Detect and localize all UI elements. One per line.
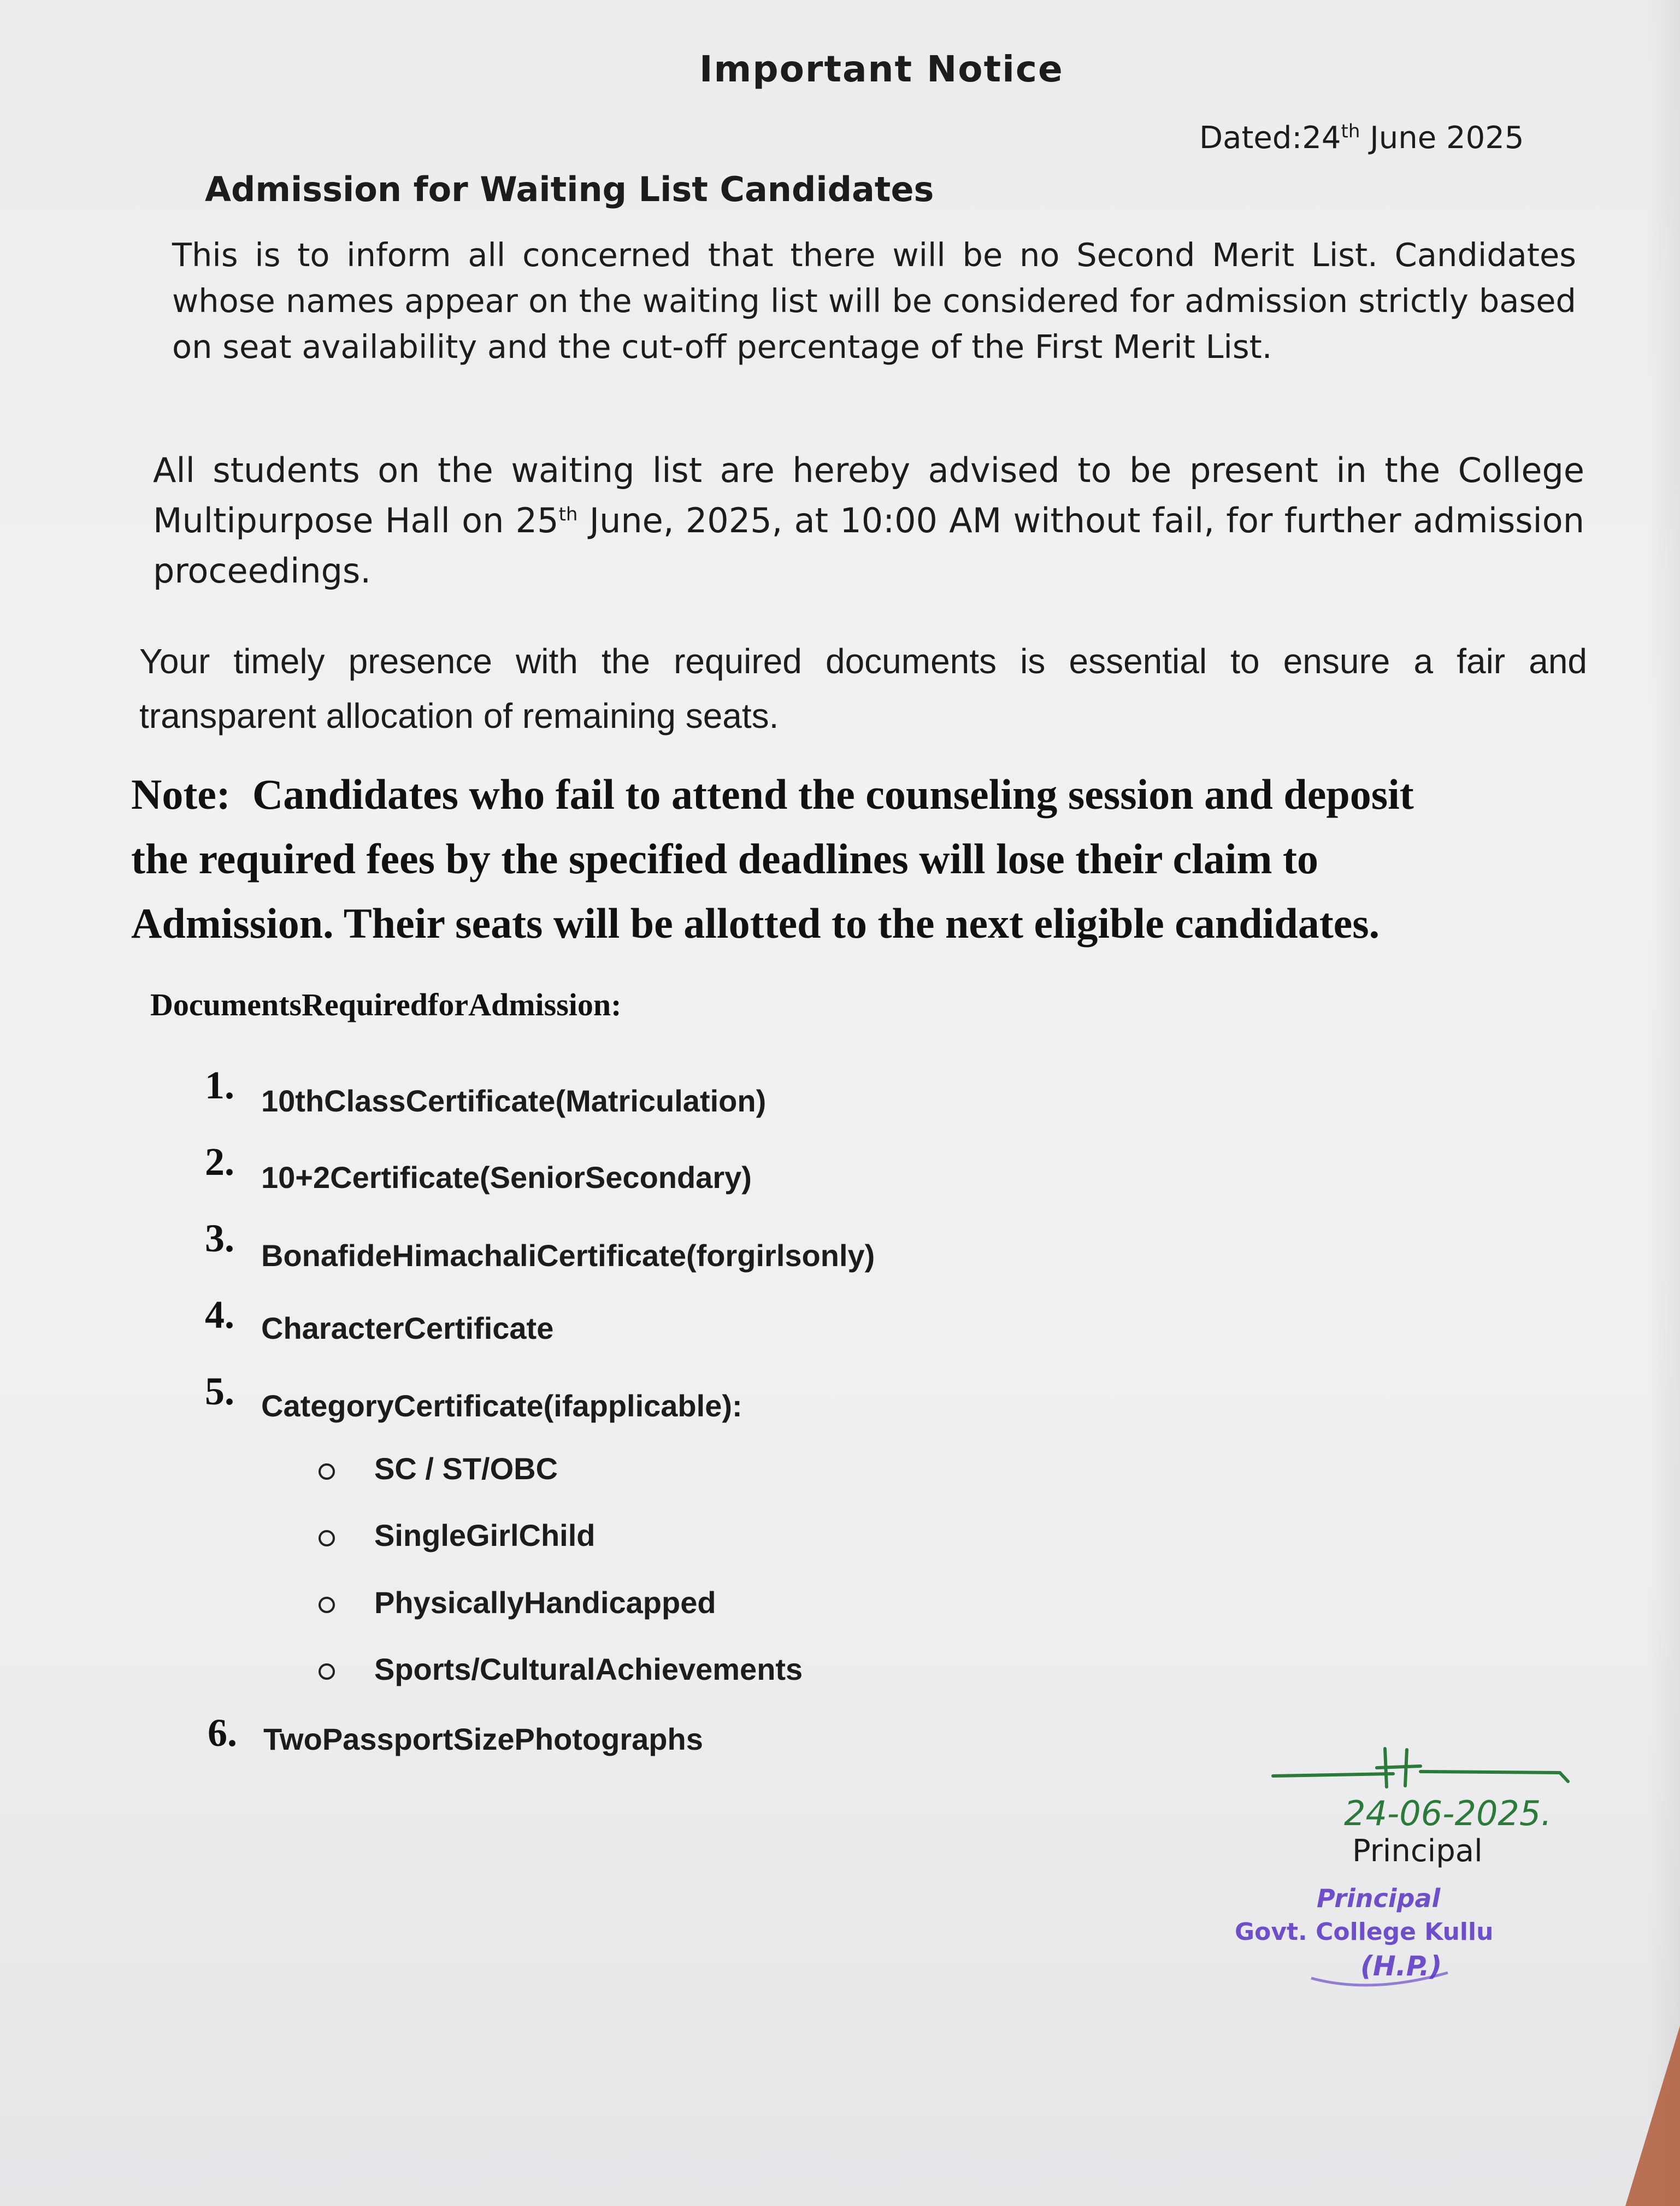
svg-text:Principal: Principal xyxy=(1317,1884,1441,1913)
category-item: PhysicallyHandicapped xyxy=(374,1585,716,1620)
documents-heading: DocumentsRequiredforAdmission: xyxy=(150,987,622,1022)
list-number: 2. xyxy=(205,1140,234,1184)
list-number: 5. xyxy=(205,1369,234,1413)
list-number: 6. xyxy=(208,1711,237,1755)
note-block xyxy=(131,762,1552,956)
note-line-1: Note: Candidates who fail to attend the counseling session and deposit xyxy=(131,770,1414,818)
bullet-icon xyxy=(319,1530,335,1546)
category-item: Sports/CulturalAchievements xyxy=(374,1652,803,1686)
list-item: CategoryCertificate(ifapplicable): xyxy=(261,1389,742,1423)
svg-text:Govt. College Kullu: Govt. College Kullu xyxy=(1235,1918,1494,1946)
list-number: 4. xyxy=(205,1293,234,1337)
page-edge-shadow xyxy=(1647,0,1680,2206)
desk-corner xyxy=(1614,2026,1680,2206)
attendance-text-start: All students on the waiting list are hereby advised to be present in the College Multipurpose Hall on 25 xyxy=(153,450,1584,540)
date-ordinal: th xyxy=(1341,120,1360,143)
bullet-icon xyxy=(319,1663,335,1680)
list-item: TwoPassportSizePhotographs xyxy=(263,1722,703,1756)
date-prefix: Dated:24 xyxy=(1199,120,1341,156)
paragraph-documents-reminder: Your timely presence with the required documents is essential to ensure a fair and transparent allocation of remaining seats. xyxy=(139,642,1587,736)
list-number: 1. xyxy=(205,1063,234,1107)
date-suffix: June 2025 xyxy=(1360,120,1524,156)
signature-mark xyxy=(1262,1738,1644,1847)
signature-date: 24-06-2025. xyxy=(1344,1793,1552,1833)
notice-heading: Admission for Waiting List Candidates xyxy=(205,169,934,209)
paragraph-merit-list: This is to inform all concerned that there will be no Second Merit List. Candidates whose names appear on the waiting list will be considered for admission strictly based on seat availability and the cut-off percentage of the First Merit List. xyxy=(172,236,1576,366)
signatory-title: Principal xyxy=(1352,1833,1483,1869)
note-label: Note: xyxy=(131,770,231,818)
bullet-icon xyxy=(319,1463,335,1480)
notice-title: Important Notice xyxy=(699,48,1064,90)
attendance-text-end: June, 2025, at 10:00 AM without fail, for further admission proceedings. xyxy=(153,501,1585,591)
list-item: 10+2Certificate(SeniorSecondary) xyxy=(261,1160,752,1195)
list-item: CharacterCertificate xyxy=(261,1311,554,1345)
bullet-icon xyxy=(319,1597,335,1613)
note-line-2: the required fees by the specified deadlines will lose their claim to xyxy=(131,835,1318,883)
attendance-ordinal: th xyxy=(558,503,578,526)
official-stamp xyxy=(1229,1869,1568,2011)
notice-date xyxy=(1199,120,1524,156)
category-item: SC / ST/OBC xyxy=(374,1451,558,1486)
note-line-3: Admission. Their seats will be allotted to the next eligible candidates. xyxy=(131,899,1380,947)
list-item: 10thClassCertificate(Matriculation) xyxy=(261,1084,767,1118)
list-item: BonafideHimachaliCertificate(forgirlsonly) xyxy=(261,1238,875,1273)
svg-text:(H.P.): (H.P.) xyxy=(1360,1950,1442,1982)
category-item: SingleGirlChild xyxy=(374,1518,596,1552)
paragraph-attendance xyxy=(153,445,1584,596)
list-number: 3. xyxy=(205,1216,234,1260)
